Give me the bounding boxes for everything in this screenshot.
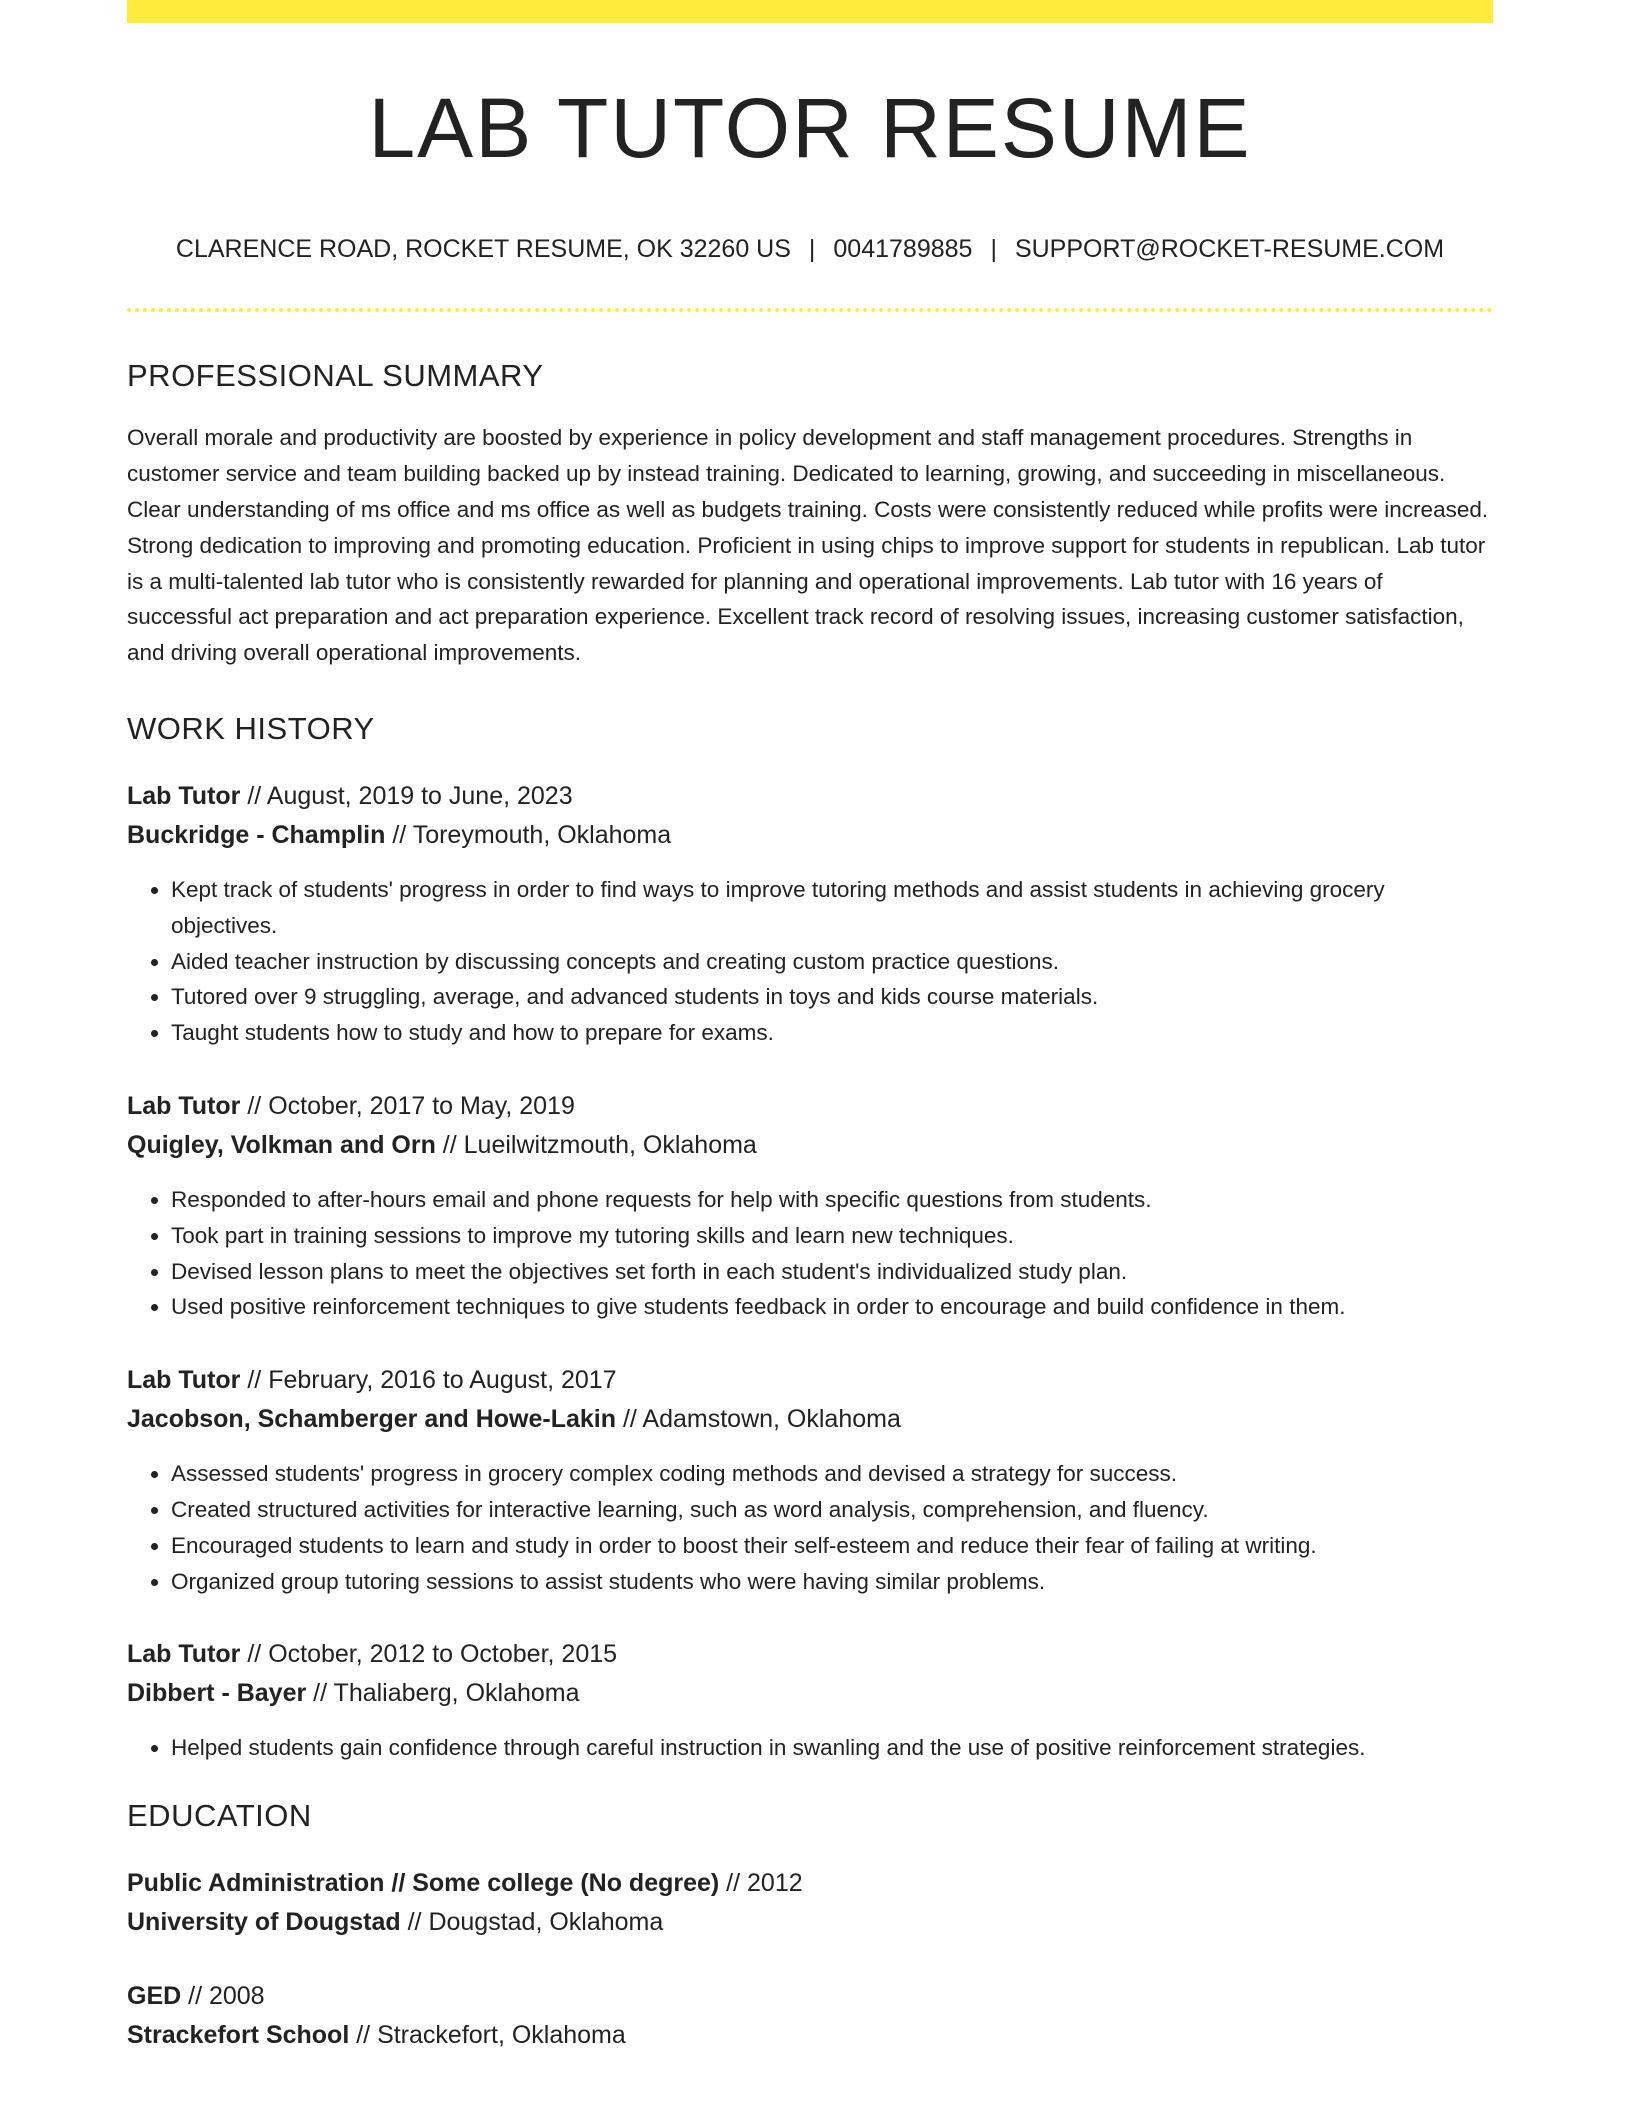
job-title: Lab Tutor — [127, 1640, 241, 1669]
job-bullet: • Helped students gain confidence through careful instruction in swanling and the use of positive reinforcement strategies. — [171, 1730, 1493, 1766]
education-year: // 2012 — [719, 1869, 803, 1898]
job-entry — [127, 1091, 1493, 1325]
resume-page — [127, 0, 1493, 2050]
job-location: // Lueilwitzmouth, Oklahoma — [435, 1130, 757, 1159]
education-school: Strackefort School — [127, 2021, 350, 2050]
job-entry — [127, 1365, 1493, 1599]
job-title: Lab Tutor — [127, 1366, 241, 1395]
job-company-line — [127, 1678, 1493, 1708]
job-entry — [127, 781, 1493, 1051]
contact-phone: 0041789885 — [833, 235, 973, 264]
education-entry — [127, 1868, 1493, 1937]
education-location: // Dougstad, Oklahoma — [400, 1908, 664, 1937]
job-bullet: • Taught students how to study and how to prepare for exams. — [171, 1015, 1493, 1051]
education-degree-line — [127, 1868, 1493, 1898]
job-dates: // October, 2017 to May, 2019 — [240, 1091, 575, 1120]
summary-heading: PROFESSIONAL SUMMARY — [127, 358, 544, 394]
job-bullet: • Created structured activities for interactive learning, such as word analysis, comprehension, and fluency. — [171, 1492, 1493, 1528]
job-bullet: • Kept track of students' progress in order to find ways to improve tutoring methods and assist students in achieving grocery objectives. — [171, 872, 1493, 944]
job-location: // Toreymouth, Oklahoma — [385, 820, 672, 849]
job-dates: // August, 2019 to June, 2023 — [240, 781, 573, 810]
job-bullet: • Took part in training sessions to improve my tutoring skills and learn new techniques. — [171, 1218, 1493, 1254]
contact-separator: | — [808, 235, 816, 264]
education-degree-line — [127, 1981, 1493, 2011]
accent-top-bar — [127, 0, 1493, 23]
job-bullet: • Aided teacher instruction by discussing concepts and creating custom practice questions. — [171, 944, 1493, 980]
job-dates: // October, 2012 to October, 2015 — [240, 1640, 618, 1669]
education-degree: Public Administration // Some college (No degree) — [127, 1869, 720, 1898]
job-company: Quigley, Volkman and Orn — [127, 1130, 436, 1159]
job-title-line — [127, 1365, 1493, 1395]
education-year: // 2008 — [181, 1982, 265, 2011]
job-title: Lab Tutor — [127, 781, 241, 810]
resume-title: LAB TUTOR RESUME — [368, 81, 1252, 175]
job-title-line — [127, 1639, 1493, 1669]
education-location: // Strackefort, Oklahoma — [349, 2021, 626, 2050]
job-bullet-list — [127, 1182, 1493, 1325]
job-bullet-list — [127, 872, 1493, 1051]
job-title-line — [127, 1091, 1493, 1121]
job-company-line — [127, 820, 1493, 850]
job-location: // Thaliaberg, Oklahoma — [306, 1679, 580, 1708]
contact-separator: | — [990, 235, 997, 264]
contact-address: CLARENCE ROAD, ROCKET RESUME, OK 32260 US — [175, 235, 791, 264]
job-bullet-list — [127, 1730, 1493, 1766]
education-degree: GED — [127, 1982, 182, 2011]
dotted-divider — [127, 308, 1493, 312]
summary-text: Overall morale and productivity are boosted by experience in policy development and staff management procedures. Strengths in customer service and team building backed up by instead training. Dedicated to learning, growing, and succeeding in miscellaneous. Clear understanding of ms office and ms office as well as budgets training. Costs were consistently reduced while profits were increased. Strong dedication to improving and promoting education. Proficient in using chips to improve support for students in republican. Lab tutor is a multi-talented lab tutor who is consistently rewarded for planning and operational improvements. Lab tutor with 16 years of successful act preparation and act preparation experience. Excellent track record of resolving issues, increasing customer satisfaction, and driving overall operational improvements. — [127, 425, 1489, 666]
education-heading: EDUCATION — [127, 1798, 312, 1834]
job-location: // Adamstown, Oklahoma — [616, 1405, 901, 1434]
job-title: Lab Tutor — [127, 1091, 241, 1120]
contact-email: SUPPORT@ROCKET-RESUME.COM — [1014, 235, 1445, 264]
job-title-line — [127, 781, 1493, 811]
work-history-heading: WORK HISTORY — [127, 710, 375, 746]
job-bullet: • Devised lesson plans to meet the objectives set forth in each student's individualized study plan. — [171, 1254, 1493, 1290]
job-bullet: • Encouraged students to learn and study in order to boost their self-esteem and reduce their fear of failing at writing. — [171, 1528, 1493, 1564]
job-dates: // February, 2016 to August, 2017 — [240, 1366, 617, 1395]
education-entry — [127, 1981, 1493, 2050]
job-company-line — [127, 1130, 1493, 1160]
job-company: Jacobson, Schamberger and Howe-Lakin — [127, 1405, 617, 1434]
job-company: Buckridge - Champlin — [127, 820, 386, 849]
education-school: University of Dougstad — [127, 1908, 401, 1937]
job-company-line — [127, 1404, 1493, 1434]
education-school-line — [127, 2020, 1493, 2050]
job-bullet: • Used positive reinforcement techniques to give students feedback in order to encourage and build confidence in them. — [171, 1289, 1493, 1325]
contact-line — [127, 234, 1493, 264]
job-bullet-list — [127, 1456, 1493, 1599]
education-school-line — [127, 1907, 1493, 1937]
job-bullet: • Organized group tutoring sessions to assist students who were having similar problems. — [171, 1564, 1493, 1600]
job-bullet: • Responded to after-hours email and phone requests for help with specific questions from students. — [171, 1182, 1493, 1218]
job-bullet: • Tutored over 9 struggling, average, and advanced students in toys and kids course materials. — [171, 979, 1493, 1015]
job-company: Dibbert - Bayer — [127, 1679, 307, 1708]
job-bullet: • Assessed students' progress in grocery complex coding methods and devised a strategy for success. — [171, 1456, 1493, 1492]
job-entry — [127, 1639, 1493, 1766]
